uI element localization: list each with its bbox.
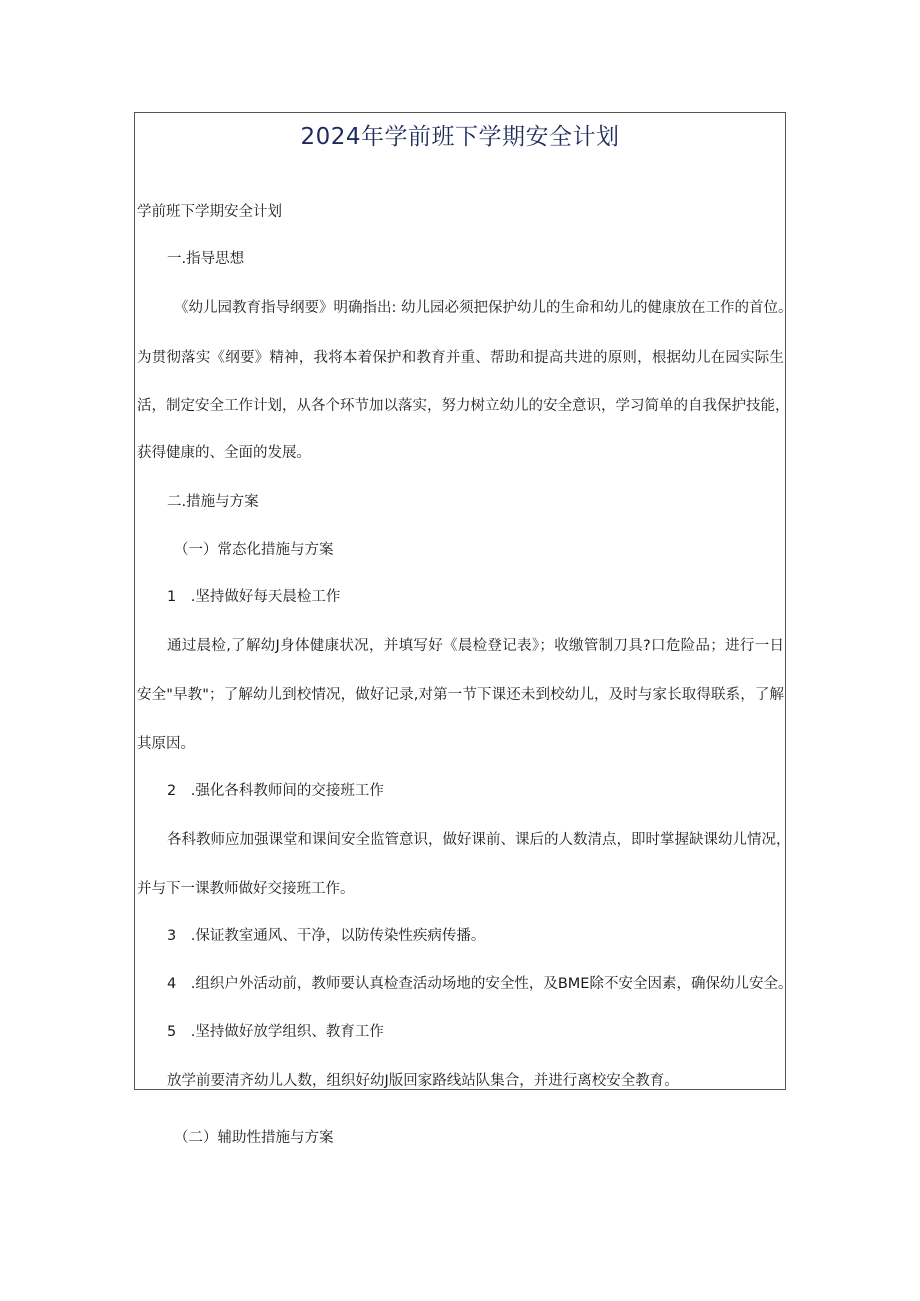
paragraph-line: 为贯彻落实《纲要》精神，我将本着保护和教育并重、帮助和提高共进的原则，根据幼儿在园实际生 <box>137 350 784 366</box>
paragraph-line: 活，制定安全工作计划，从各个环节加以落实，努力树立幼儿的安全意识，学习简单的自我保护技能， <box>137 398 790 414</box>
paragraph-line: 各科教师应加强课堂和课间安全监管意识，做好课前、课后的人数清点，即时掌握缺课幼儿情况， <box>167 832 791 848</box>
paragraph-line: 放学前要清齐幼儿人数，组织好幼J版回家路线站队集合，并进行离校安全教育。 <box>167 1073 679 1089</box>
heading-measures: 二.措施与方案 <box>167 494 259 510</box>
paragraph-line: 《幼儿园教育指导纲要》明确指出: 幼儿园必须把保护幼儿的生命和幼儿的健康放在工作的首位。 <box>174 300 793 316</box>
list-item: 1 .坚持做好每天晨检工作 <box>167 589 341 605</box>
list-item: 2 .强化各科教师间的交接班工作 <box>167 783 384 799</box>
paragraph-line: 其原因。 <box>137 736 195 752</box>
heading-guiding-ideology: 一.指导思想 <box>167 251 245 267</box>
section-routine-measures: （一）常态化措施与方案 <box>174 542 334 558</box>
list-item: 3 .保证教室通风、干净，以防传染性疾病传播。 <box>167 928 486 944</box>
list-item: 4 .组织户外活动前，教师要认真检查活动场地的安全性，及BME除不安全因素，确保幼儿安全。 <box>167 976 793 992</box>
subtitle: 学前班下学期安全计划 <box>137 204 282 220</box>
paragraph-line: 通过晨检,了解幼J身体健康状况，并填写好《晨检登记表》；收缴管制刀具?口危险品；进行一日 <box>167 638 784 654</box>
paragraph-line: 安全"早教"；了解幼儿到校情况，做好记录,对第一节下课还未到校幼儿，及时与家长取得联系，了解 <box>137 687 784 703</box>
list-item: 5 .坚持做好放学组织、教育工作 <box>167 1024 384 1040</box>
document-title: 2024年学前班下学期安全计划 <box>300 124 620 150</box>
section-auxiliary-measures: （二）辅助性措施与方案 <box>174 1130 334 1146</box>
paragraph-line: 并与下一课教师做好交接班工作。 <box>137 881 355 897</box>
paragraph-line: 获得健康的、全面的发展。 <box>137 445 311 461</box>
